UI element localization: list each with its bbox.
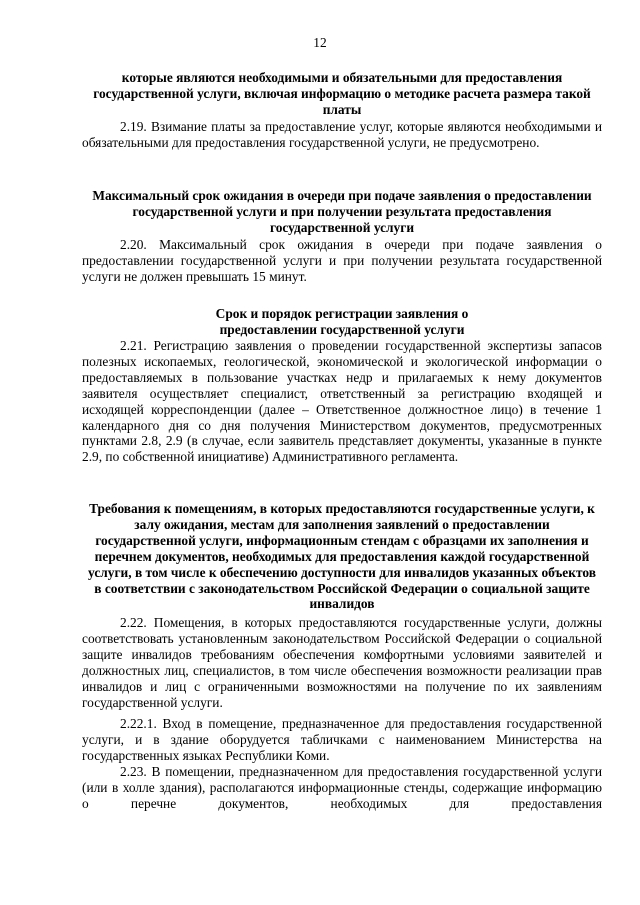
paragraph-2-19: 2.19. Взимание платы за предоставление услуг, которые являются необходимыми и обязательными для предоставления государственной услуги, не предусмотрено. bbox=[82, 119, 602, 150]
paragraph-2-22-1: 2.22.1. Вход в помещение, предназначенное для предоставления государственной услуги, и в здание оборудуется табличками с наименованием Министерства на государственных языках Республики Коми. bbox=[82, 716, 602, 763]
section-premises-heading-block bbox=[82, 501, 602, 612]
paragraph-2-22: 2.22. Помещения, в которых предоставляются государственные услуги, должны соответствовать установленным законодательством Российской Федерации о социальной защите инвалидов требованиям обеспечения комфортными условиями заявителей и должностных лиц, специалистов, в том числе обеспечения возможности реализации прав инвалидов и лиц с ограниченными возможностями на получение по их заявлениям государственной услуги. bbox=[82, 615, 602, 710]
section-heading-fee: которые являются необходимыми и обязательными для предоставления государственной услуги, включая информацию о методике расчета размера такой платы bbox=[93, 70, 591, 117]
section-heading-registration: Срок и порядок регистрации заявления о предоставлении государственной услуги bbox=[215, 306, 469, 337]
section-registration-heading-block bbox=[82, 306, 602, 338]
section-queue-heading-block bbox=[82, 188, 602, 236]
section-heading-queue: Максимальный срок ожидания в очереди при подаче заявления о предоставлении государственной услуги и при получении результата предоставления государственной услуги bbox=[92, 188, 592, 235]
paragraph-2-22-1-block bbox=[82, 716, 602, 764]
paragraph-2-19-block bbox=[82, 119, 602, 151]
paragraph-2-23: 2.23. В помещении, предназначенном для предоставления государственной услуги (или в холле здания), располагаются информационные стенды, содержащие информацию о перечне документов, необходимых для предоставления bbox=[82, 764, 602, 811]
paragraph-2-21: 2.21. Регистрацию заявления о проведении государственной экспертизы запасов полезных ископаемых, геологической, экономической и экологической информации о предоставляемых в пользование участках недр и прилагаемых к нему документов заявителя осуществляет специалист, ответственный за регистрацию входящей и исходящей корреспонденции (далее – Ответственное должностное лицо) в течение 1 календарного дня со дня получения Министерством документов, предусмотренных пунктами 2.8, 2.9 (в случае, если заявитель представляет документы, указанные в пункте 2.9, по собственной инициативе) Административного регламента. bbox=[82, 338, 602, 465]
page-number: 12 bbox=[313, 35, 327, 50]
paragraph-2-20-block bbox=[82, 237, 602, 285]
section-heading-premises: Требования к помещениям, в которых предоставляются государственные услуги, к залу ожидания, местам для заполнения заявлений о предоставлении государственной услуги, информационным стендам с образцами их заполнения и перечнем документов, необходимых для предоставления каждой государственной услуги, в том числе к обеспечению доступности для инвалидов указанных объектов в соответствии с законодательством Российской Федерации о социальной защите инвалидов bbox=[88, 501, 596, 612]
paragraph-2-20: 2.20. Максимальный срок ожидания в очереди при подаче заявления о предоставлении государственной услуги и при получении результата государственной услуги не должен превышать 15 минут. bbox=[82, 237, 602, 284]
section-fee-heading-block bbox=[82, 70, 602, 118]
paragraph-2-22-block bbox=[82, 615, 602, 710]
paragraph-2-21-block bbox=[82, 338, 602, 465]
paragraph-2-23-block bbox=[82, 764, 602, 812]
